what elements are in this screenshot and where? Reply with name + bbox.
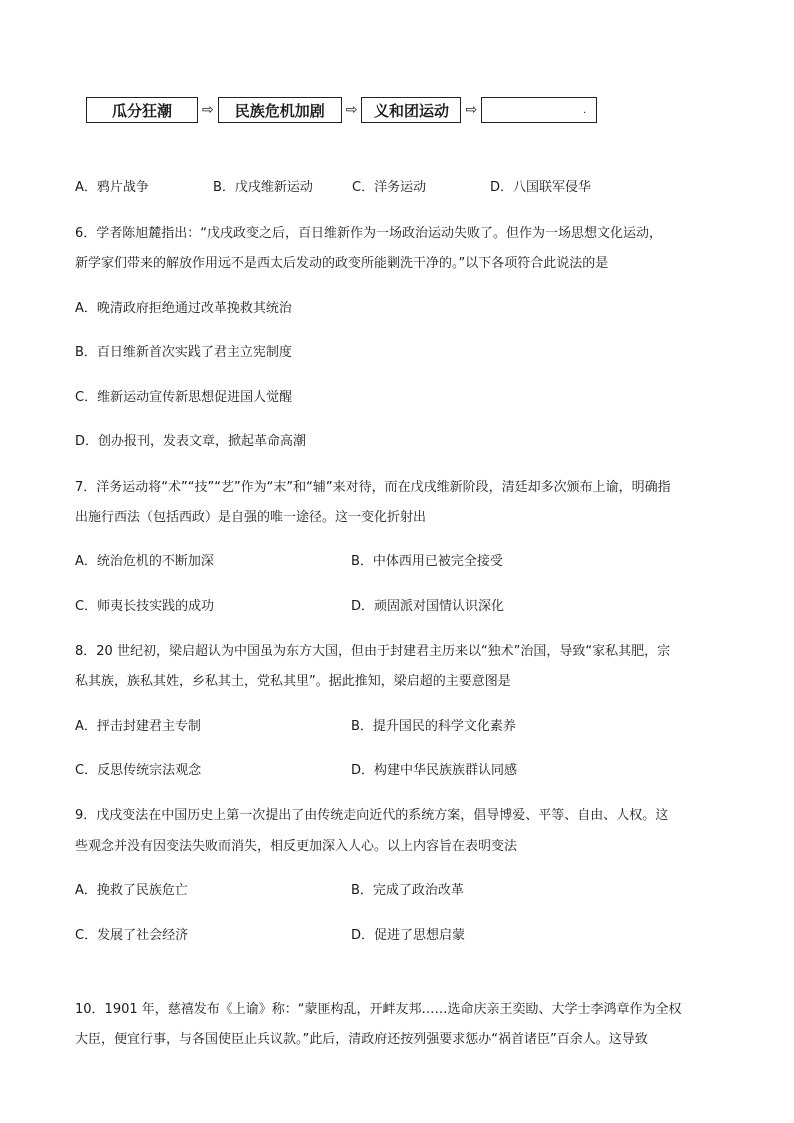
q9-option-c: C．发展了社会经济: [75, 928, 189, 943]
flow-arrow-icon: ⇨: [465, 102, 478, 118]
q9-stem-line-2: 些观念并没有因变法失败而消失，相反更加深入人心。以上内容旨在表明变法: [75, 839, 518, 854]
q6-option-c: C．维新运动宣传新思想促进国人觉醒: [75, 390, 293, 405]
q5-option-a: A．鸦片战争: [75, 180, 149, 195]
q5-option-d: D．八国联军侵华: [490, 180, 592, 195]
q8-option-b: B．提升国民的科学文化素养: [351, 719, 516, 734]
q6-stem-line-1: 6．学者陈旭麓指出：“戊戌政变之后，百日维新作为一场政治运动失败了。但作为一场思想文化运动，: [75, 226, 663, 241]
q9-stem-line-1: 9．戊戌变法在中国历史上第一次提出了由传统走向近代的系统方案，倡导博爱、平等、自由、人权。这: [75, 808, 669, 823]
q6-stem-line-2: 新学家们带来的解放作用远不是西太后发动的政变所能剿洗干净的。”以下各项符合此说法的是: [75, 256, 609, 271]
q10-stem-line-2: 大臣，便宜行事，与各国使臣止兵议款。”此后，清政府还按列强要求惩办“祸首诸臣”百余人。这导致: [75, 1032, 648, 1047]
q7-option-a: A．统治危机的不断加深: [75, 554, 214, 569]
flow-box-blank: .: [481, 97, 597, 123]
q9-option-d: D．促进了思想启蒙: [351, 928, 466, 943]
q9-option-a: A．挽救了民族危亡: [75, 883, 188, 898]
q6-option-b: B．百日维新首次实践了君主立宪制度: [75, 345, 292, 360]
q7-stem-line-1: 7．洋务运动将“术”“技”“艺”作为“末”和“辅”来对待，而在戊戌维新阶段，清廷却多次颁布上谕，明确指: [75, 480, 671, 495]
q5-option-b: B．戊戌维新运动: [213, 180, 313, 195]
q6-option-a: A．晚清政府拒绝通过改革挽救其统治: [75, 301, 292, 316]
q8-option-c: C．反思传统宗法观念: [75, 763, 202, 778]
q10-stem-line-1: 10．1901 年，慈禧发布《上谕》称：“蒙匪构乱，开衅友邦……选命庆亲王奕劻、大学士李鸿章作为全权: [75, 1002, 682, 1017]
q7-option-d: D．顽固派对国情认识深化: [351, 599, 505, 614]
q8-stem-line-2: 私其族，族私其姓，乡私其土，党私其里”。据此推知，梁启超的主要意图是: [75, 674, 511, 689]
q7-option-c: C．师夷长技实践的成功: [75, 599, 215, 614]
q9-option-b: B．完成了政治改革: [351, 883, 464, 898]
q5-option-c: C．洋务运动: [352, 180, 427, 195]
q7-option-b: B．中体西用已被完全接受: [351, 554, 503, 569]
q6-option-d: D．创办报刊，发表文章，掀起革命高潮: [75, 434, 307, 449]
q8-stem-line-1: 8．20 世纪初，梁启超认为中国虽为东方大国，但由于封建君主历来以“独术”治国，导致“家私其肥，宗: [75, 644, 671, 659]
flow-chart: [86, 97, 597, 123]
q7-stem-line-2: 出施行西法（包括西政）是自强的唯一途径。这一变化折射出: [75, 510, 427, 525]
q8-option-a: A．抨击封建君主专制: [75, 719, 201, 734]
flow-arrow-icon: ⇨: [345, 102, 358, 118]
flow-box-1: 瓜分狂潮: [86, 97, 198, 123]
flow-box-2: 民族危机加剧: [218, 97, 342, 123]
flow-arrow-icon: ⇨: [202, 102, 214, 118]
flow-box-3: 义和团运动: [361, 97, 461, 123]
q8-option-d: D．构建中华民族族群认同感: [351, 763, 518, 778]
